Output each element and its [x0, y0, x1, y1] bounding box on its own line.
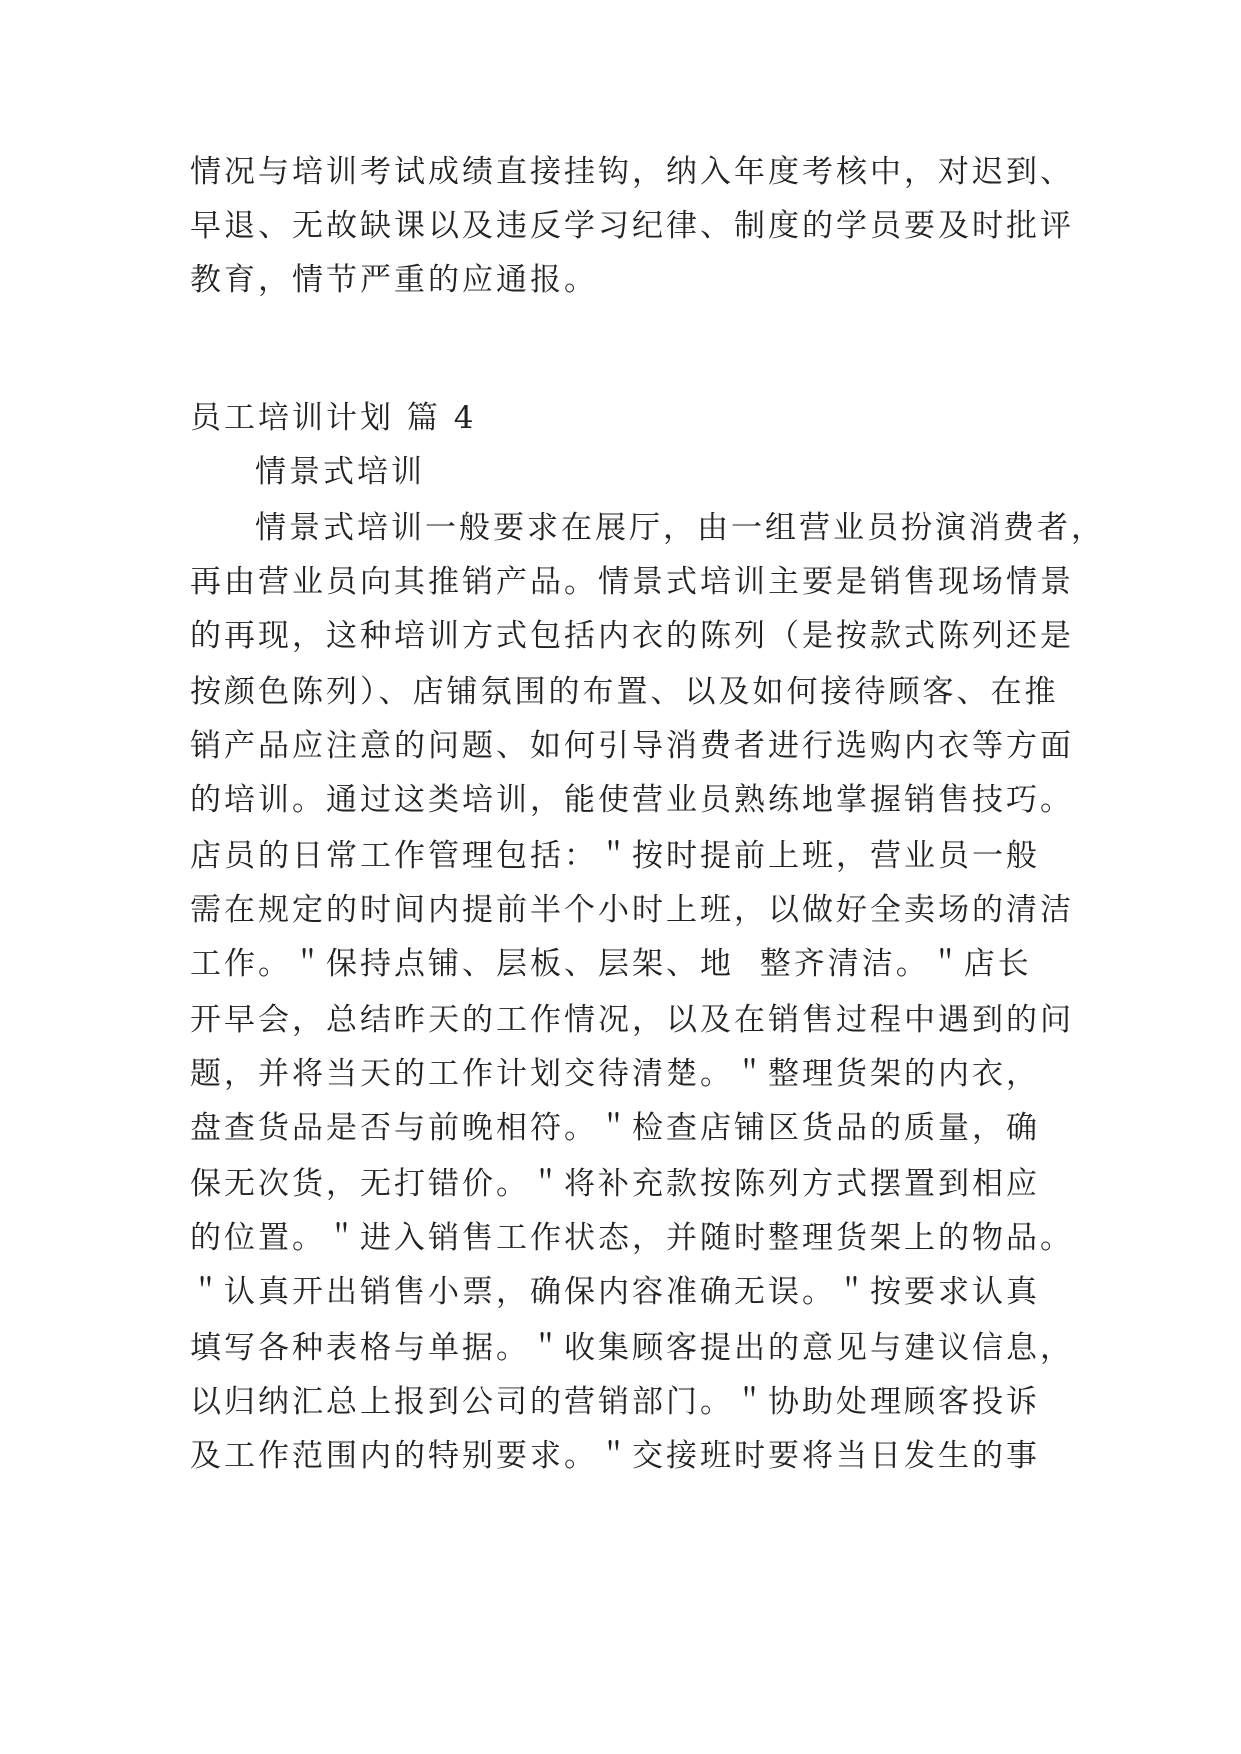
text-line: 教育，情节严重的应通报。 — [190, 262, 598, 298]
text-line: 情况与培训考试成绩直接挂钩，纳入年度考核中，对迟到、 — [190, 154, 1074, 190]
text-line: 的培训。通过这类培训，能使营业员熟练地掌握销售技巧。 — [190, 782, 1074, 818]
text-line: 情景式培训一般要求在展厅，由一组营业员扮演消费者， — [255, 510, 1105, 546]
text-line: 再由营业员向其推销产品。情景式培训主要是销售现场情景 — [190, 564, 1074, 600]
subheading: 情景式培训 — [255, 454, 425, 490]
text-line: 及工作范围内的特别要求。＂交接班时要将当日发生的事 — [190, 1438, 1040, 1474]
text-line: 保无次货，无打错价。＂将补充款按陈列方式摆置到相应 — [190, 1166, 1040, 1202]
text-line: ＂认真开出销售小票，确保内容准确无误。＂按要求认真 — [190, 1274, 1040, 1310]
text-line: 盘查货品是否与前晚相符。＂检查店铺区货品的质量，确 — [190, 1110, 1040, 1146]
text-line: 按颜色陈列）、店铺氛围的布置、以及如何接待顾客、在推 — [190, 674, 1059, 710]
text-line: 需在规定的时间内提前半个小时上班，以做好全卖场的清洁 — [190, 892, 1074, 928]
section-heading: 员工培训计划 篇 4 — [190, 400, 477, 436]
text-line: 以归纳汇总上报到公司的营销部门。＂协助处理顾客投诉 — [190, 1384, 1040, 1420]
text-line: 填写各种表格与单据。＂收集顾客提出的意见与建议信息， — [190, 1330, 1074, 1366]
text-line: 工作。＂保持点铺、层板、层架、地 整齐清洁。＂店长 — [190, 946, 1032, 982]
text-line: 早退、无故缺课以及违反学习纪律、制度的学员要及时批评 — [190, 208, 1074, 244]
text-line: 店员的日常工作管理包括：＂按时提前上班，营业员一般 — [190, 838, 1040, 874]
text-line: 销产品应注意的问题、如何引导消费者进行选购内衣等方面 — [190, 728, 1074, 764]
text-line: 题，并将当天的工作计划交待清楚。＂整理货架的内衣， — [190, 1056, 1040, 1092]
text-line: 的位置。＂进入销售工作状态，并随时整理货架上的物品。 — [190, 1220, 1074, 1256]
text-line: 的再现，这种培训方式包括内衣的陈列（是按款式陈列还是 — [190, 618, 1074, 654]
text-line: 开早会，总结昨天的工作情况，以及在销售过程中遇到的问 — [190, 1002, 1074, 1038]
